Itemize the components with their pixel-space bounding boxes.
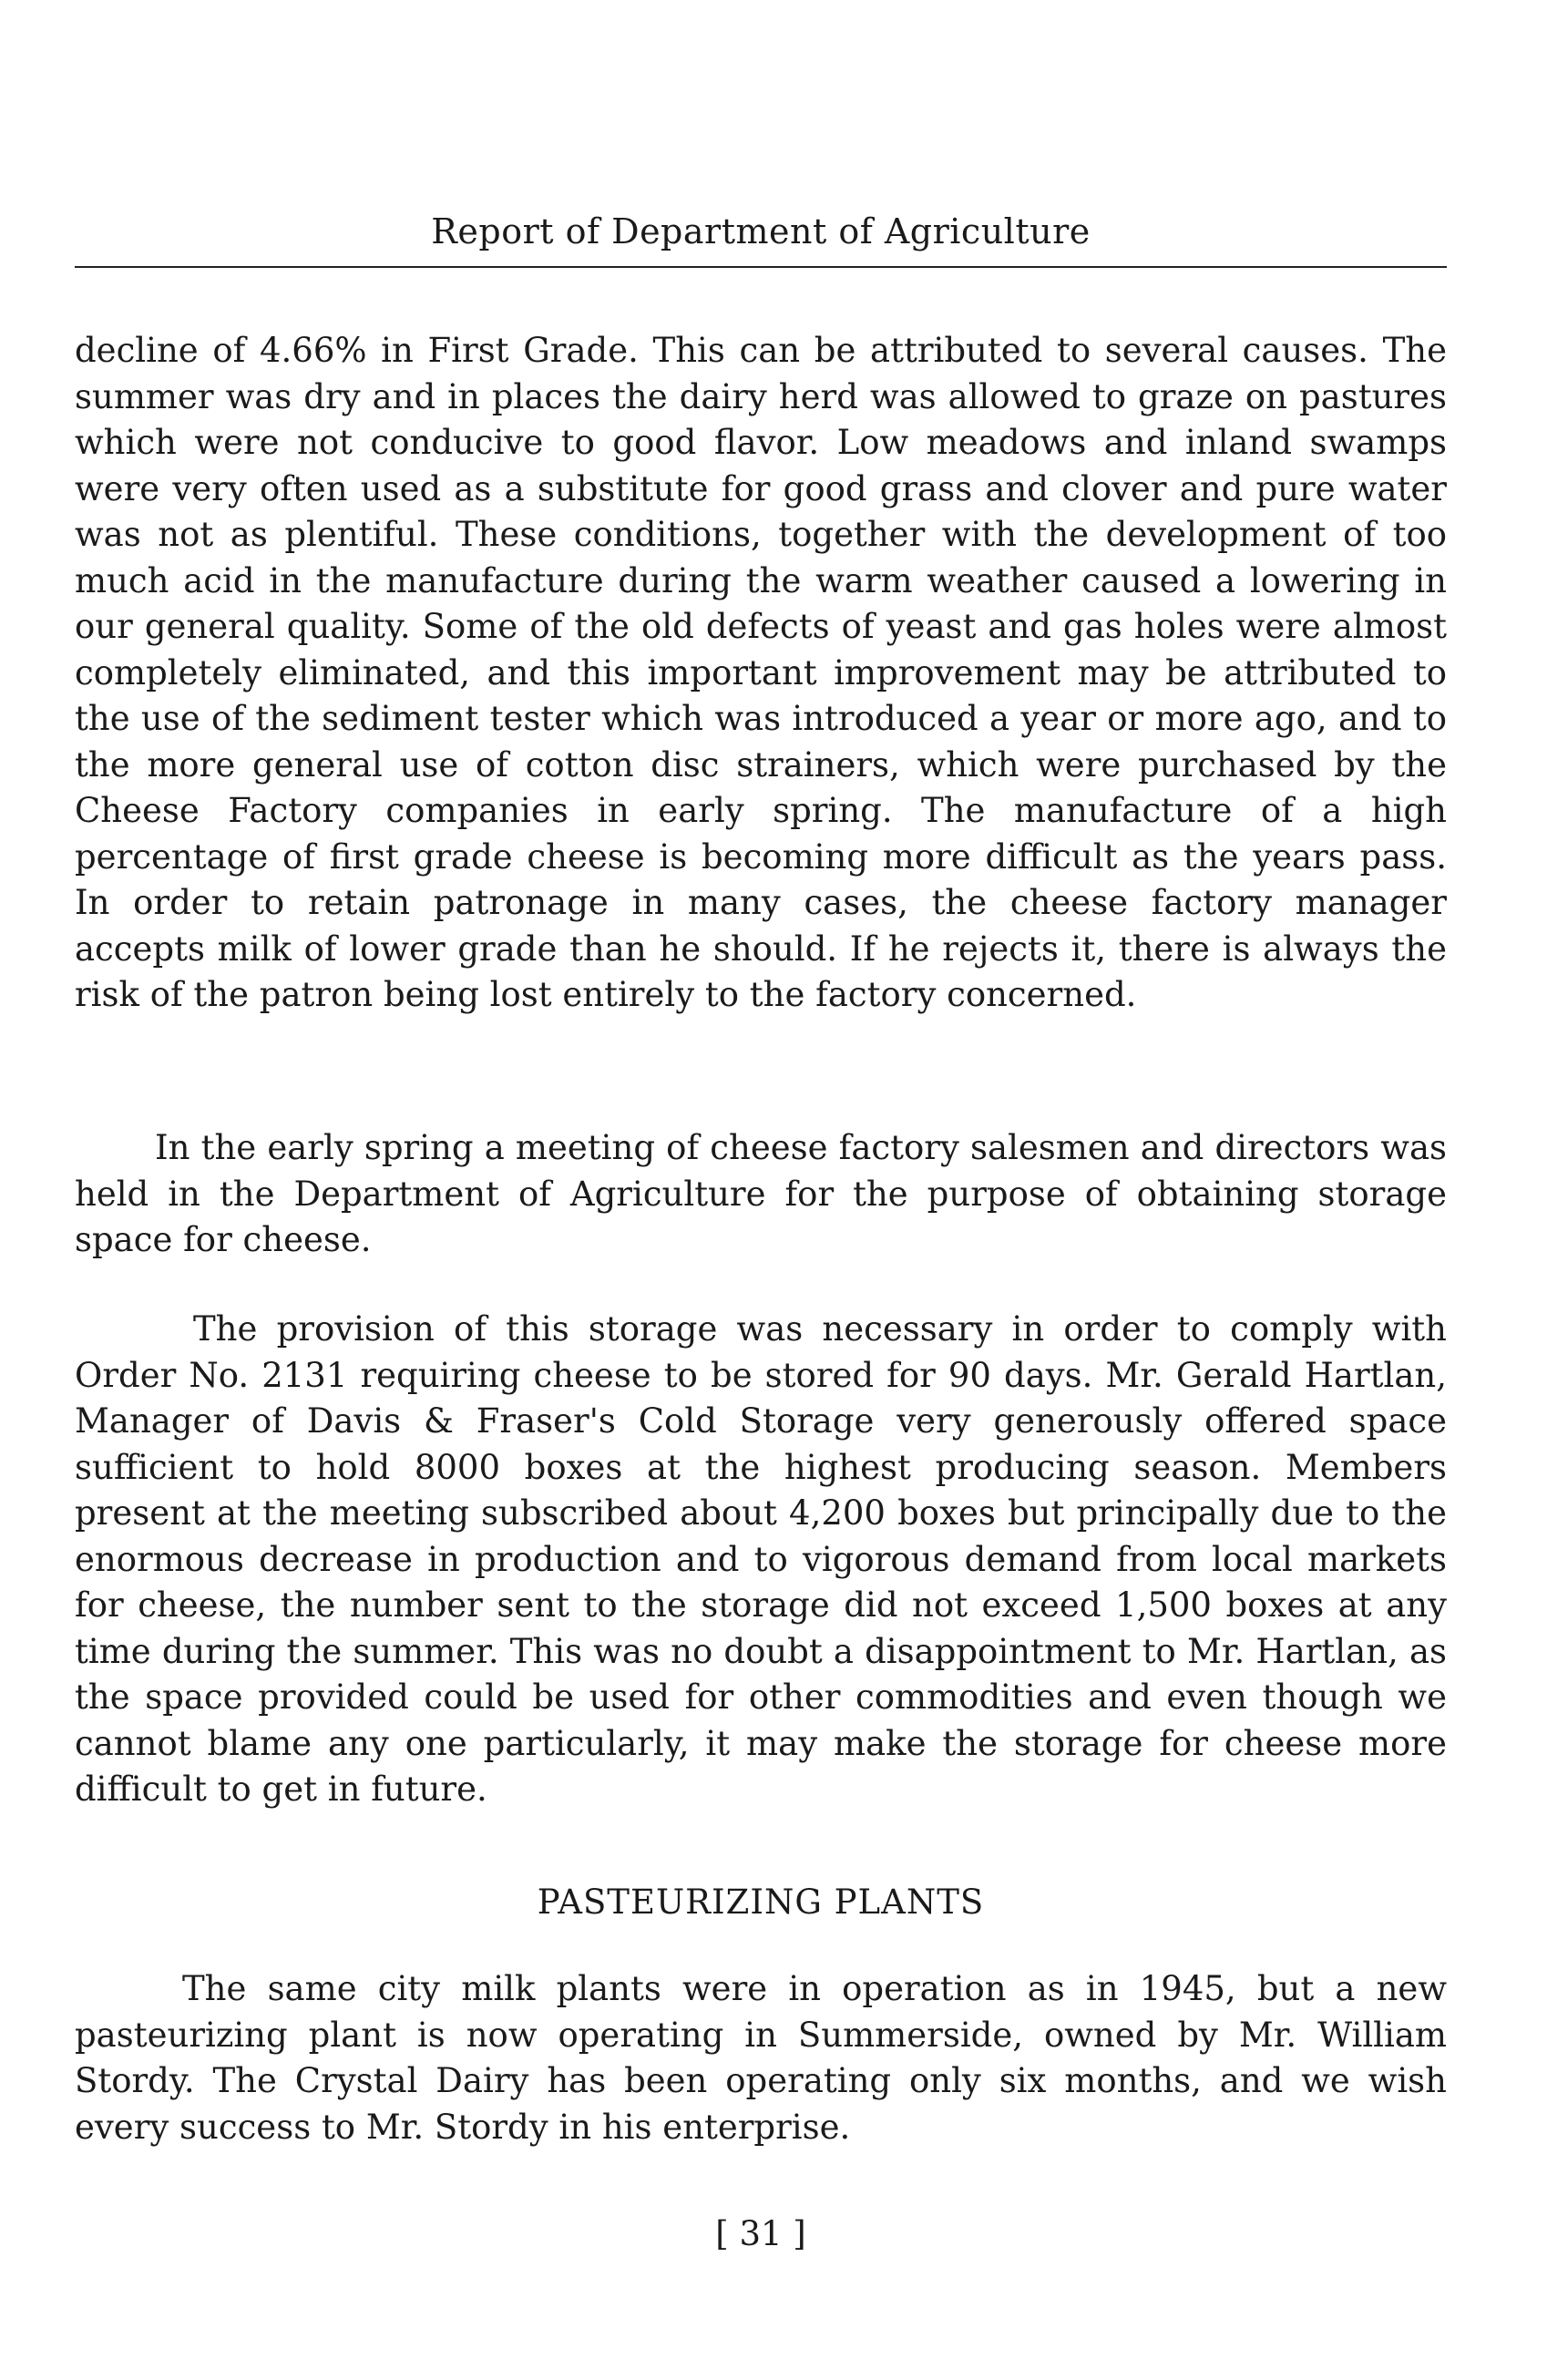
paragraph-pasteurizing-plants: The same city milk plants were in operation as in 1945, but a new pasteurizing plant is now operating in Summerside, owned by Mr. William Stordy. The Crystal Dairy has been operating only six months, and we wish every success to Mr. Stordy in his enterprise. [75,1969,1447,2147]
paragraph-storage-meeting: In the early spring a meeting of cheese factory salesmen and directors was held in the Department of Agriculture for the purpose of obtaining storage space for cheese. [75,1128,1447,1259]
running-head: Report of Department of Agriculture [431,211,1091,251]
paragraph-cheese-quality: decline of 4.66% in First Grade. This can be attributed to several causes. The summer was dry and in places the dairy herd was allowed to graze on pastures which were not conducive to good flavor. Low meadows and inland swamps were very often used as a substitute for good grass and clover and pure water was not as plentiful. These conditions, together with the development of too much acid in the manufacture during the warm weather caused a lowering in our general quality. Some of the old defects of yeast and gas holes were almost completely eliminated, and this important improvement may be attributed to the use of the sediment tester which was introduced a year or more ago, and to the more general use of cotton disc strainers, which were purchased by the Cheese Factory companies in early spring. The manufacture of a high percentage of first grade cheese is becoming more difficult as the years pass. In order to retain patronage in many cases, the cheese factory manager accepts milk of lower grade than he should. If he rejects it, there is always the risk of the patron being lost entirely to the factory concerned. [75,331,1447,1014]
paragraph-storage-provision: The provision of this storage was necessary in order to comply with Order No. 2131 requiring cheese to be stored for 90 days. Mr. Gerald Hartlan, Manager of Davis & Fraser's Cold Storage very generously offered space sufficient to hold 8000 boxes at the highest producing season. Members present at the meeting subscribed about 4,200 boxes but principally due to the enormous decrease in production and to vigorous demand from local markets for cheese, the number sent to the storage did not exceed 1,500 boxes at any time during the summer. This was no doubt a disappointment to Mr. Hartlan, as the space provided could be used for other commodities and even though we cannot blame any one particularly, it may make the storage for cheese more difficult to get in future. [75,1309,1447,1809]
page-number: [ 31 ] [715,2214,806,2253]
header-rule [75,266,1447,268]
section-heading-pasteurizing-plants: PASTEURIZING PLANTS [537,1882,985,1922]
